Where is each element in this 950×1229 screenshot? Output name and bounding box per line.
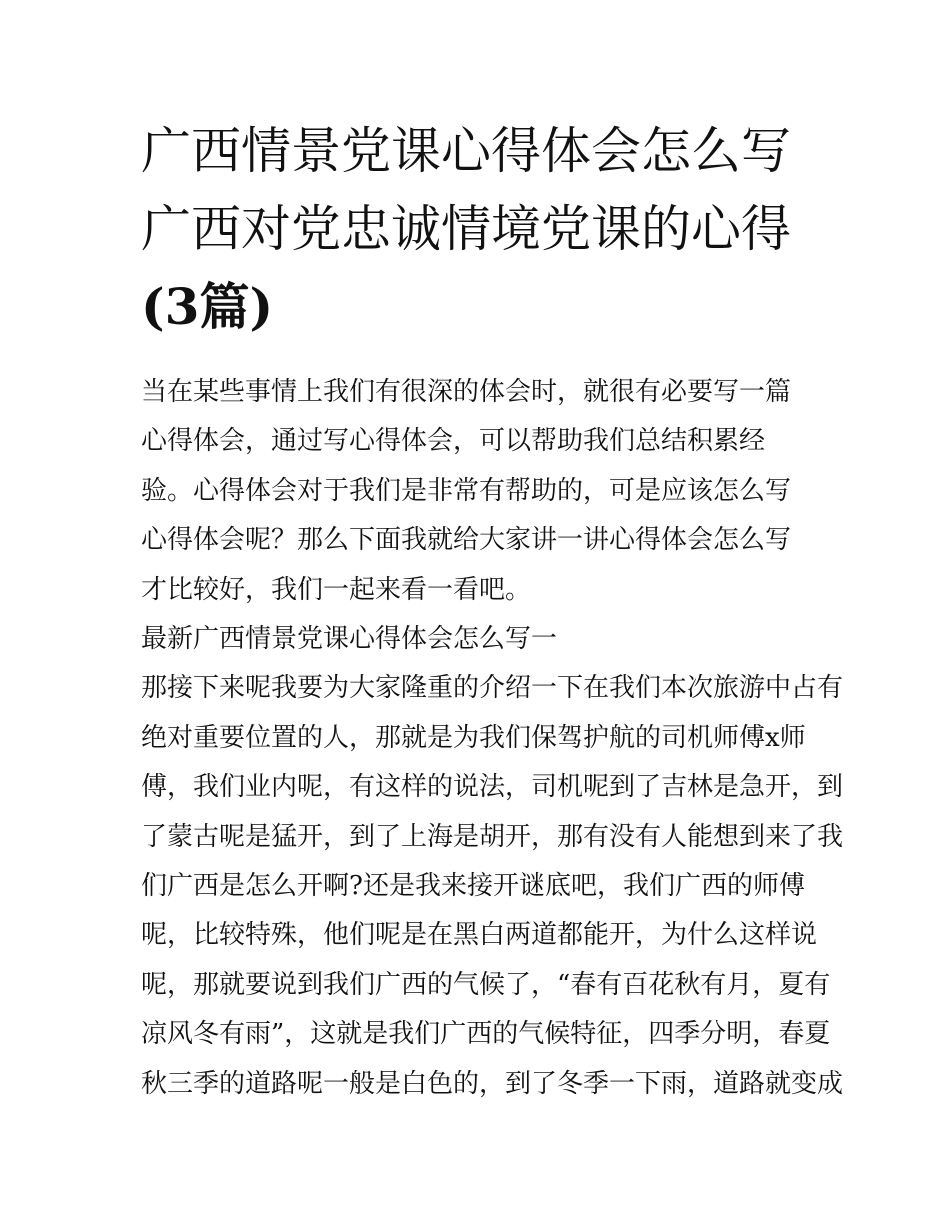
title-line-3: (3篇)	[141, 277, 274, 336]
section-heading: 最新广西情景党课心得体会怎么写一	[141, 624, 558, 655]
intro-paragraph: 当在某些事情上我们有很深的体会时，就很有必要写一篇心得体会，通过写心得体会，可以帮助我们总结积累经验。心得体会对于我们是非常有帮助的，可是应该怎么写心得体会呢？那么下面我就给大家讲一讲心得体会怎么写才比较好，我们一起来看一看吧。	[141, 377, 792, 605]
body-line: 绝对重要位置的人，那就是为我们保驾护航的司机师傅x师	[141, 722, 806, 753]
body-line: 呢，比较特殊，他们呢是在黑白两道都能开，为什么这样说	[141, 920, 818, 951]
title-line-2: 广西对党忠诚情境党课的心得	[141, 200, 791, 258]
body-line: 凉风冬有雨”，这就是我们广西的气候特征，四季分明，春夏	[141, 1019, 831, 1050]
body-line: 那接下来呢我要为大家隆重的介绍一下在我们本次旅游中占有	[141, 673, 844, 704]
body-line: 傅，我们业内呢，有这样的说法，司机呢到了吉林是急开，到	[141, 772, 844, 803]
document-content	[141, 112, 844, 1109]
title-line-1: 广西情景党课心得体会怎么写	[141, 122, 791, 180]
body-line: 们广西是怎么开啊?还是我来接开谜底吧，我们广西的师傅	[141, 871, 805, 902]
body-line: 呢，那就要说到我们广西的气候了，“春有百花秋有月，夏有	[141, 969, 831, 1000]
body-line: 了蒙古呢是猛开，到了上海是胡开，那有没有人能想到来了我	[141, 821, 844, 852]
body-line: 秋三季的道路呢一般是白色的，到了冬季一下雨，道路就变成	[141, 1068, 844, 1099]
body-paragraph	[141, 664, 844, 1109]
document-title	[141, 112, 816, 346]
